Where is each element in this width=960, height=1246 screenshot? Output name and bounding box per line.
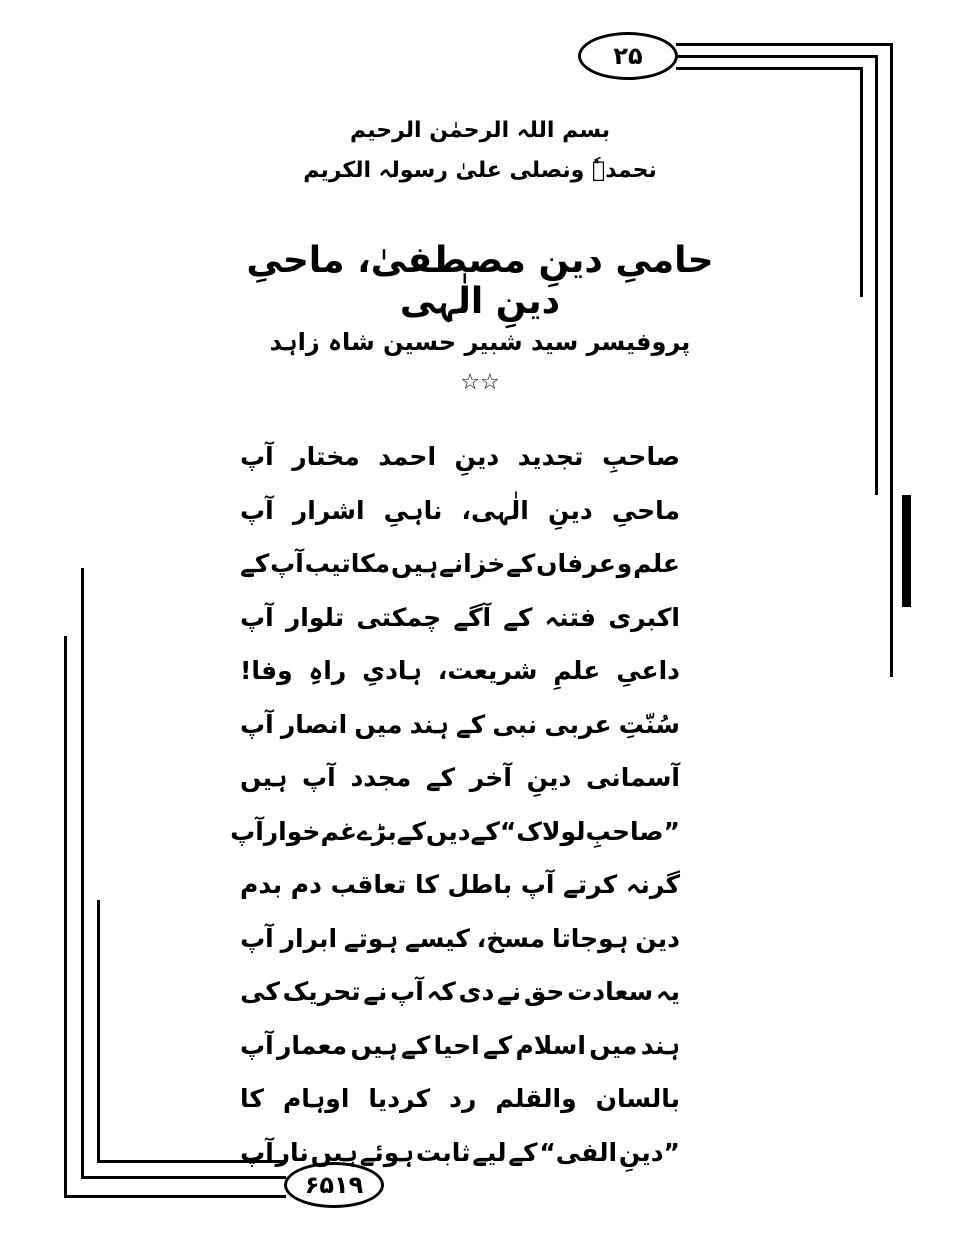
verse-word: ہوتے [343,923,399,953]
verse-word: میں [589,1030,638,1060]
verse-word: انصار [280,709,348,739]
verse-word: اسلام [515,1030,586,1060]
verse-word: وفا! [240,656,293,686]
verse-word: ”صاحبِ [585,816,680,846]
verse-word: تحریک [282,977,361,1007]
verse-word: ہادیِ [362,656,422,686]
frame-left-line-inner [97,900,100,1162]
verse-word: اوہام [282,1084,350,1114]
verse-line [240,1126,680,1180]
verse-word: بالسان [595,1084,680,1114]
verse-word: کے [396,816,426,846]
verse-word: چمکتی [356,602,442,632]
verse-word: کے [425,763,456,793]
verse-word: نے [497,977,522,1007]
verse-word: ہیں [240,763,288,793]
verse-word: خوار [263,816,321,846]
verse-word: آپ [230,816,264,846]
verse-line [240,912,680,966]
verse-word: داعیِ [616,656,680,686]
verse-word: کے [506,549,536,579]
verse-word: یہ [655,977,680,1007]
verse-line [240,1072,680,1126]
verse-word: ہند [409,709,449,739]
verse-word: عرفاں [536,549,616,579]
verse-word: علمِ [553,656,601,686]
verse-word: دی [458,977,495,1007]
verse-word: کے [483,1030,513,1060]
frame-right-line-inner [860,67,863,297]
verse-word: و [616,549,633,579]
verse-word: ہوجاتا [551,923,629,953]
verse-word: بدم [240,870,283,900]
verse-word: کے [456,709,486,739]
verse-word: مسخ، [476,923,546,953]
verse-word: مختار [292,442,360,472]
verse-word: آپ [240,923,274,953]
verse-word: کے [470,816,500,846]
verse-word: احیا [433,1030,480,1060]
frame-top-line-inner [676,67,862,70]
verse-word: ہیں [310,1137,358,1167]
verse-word: نے [363,977,388,1007]
verse-word: کے [401,1030,431,1060]
verse-word: ثابت [415,1137,471,1167]
verse-word: ”دینِ [618,1137,680,1167]
verse-word: کہ [426,977,456,1007]
verse-line [240,965,680,1019]
verse-word: حق [523,977,565,1007]
verse-word: دین [635,923,680,953]
verse-word: ہیں [350,1030,398,1060]
verse-word: آخر [469,763,512,793]
verse-word: الٰہی، [461,495,529,525]
verse-word: کیسے [405,923,470,953]
verse-word: نبی [492,709,538,739]
verse-word: تعاقب [330,870,407,900]
verse-word: کا [240,1084,264,1114]
verse-word: ہیں [390,549,439,579]
verse-word: دینِ [454,442,500,472]
verse-line [240,484,680,538]
frame-right-line-middle [875,55,878,495]
verse-word: مکاتیب [304,549,391,579]
verse-word: لولاک“ [499,816,586,846]
verse-word: دینِ [526,763,572,793]
verse-word: اکبری [608,602,680,632]
verse-word: راہِ [308,656,347,686]
verse-word: ہند [640,1030,680,1060]
verse-word: فتنہ [544,602,597,632]
frame-top-line-middle [676,55,876,58]
verse-word: دم [290,870,322,900]
verse-word: تلوار [285,602,345,632]
verse-word: کردیا [368,1084,431,1114]
verse-word: احمد [378,442,437,472]
verse-word: آپ [270,549,304,579]
verse-word: آپ [240,442,274,472]
verse-word: کرتے [563,870,618,900]
verse-word: آسمانی [586,763,680,793]
verse-word: میں [354,709,403,739]
verse-word: سُنّتِ [618,709,680,739]
verse-word: ماحیِ [611,495,680,525]
verse-word: کے [503,602,533,632]
verse-word: آپ [240,709,274,739]
verse-line [240,858,680,912]
verse-word: آپ [240,602,274,632]
verse-word: کے [240,549,270,579]
verse-word: نار [275,1137,309,1167]
verse-word: آپ [240,1030,274,1060]
page-title: حامیِ دینِ مصطفیٰ، ماحیِ دینِ الٰہی [246,240,714,322]
page-number: ۲۵ [613,42,643,70]
verse-word: باطل [447,870,513,900]
verse-line [230,805,680,859]
frame-left-line-outer [64,636,67,1197]
verse-line [240,1019,680,1073]
verse-word: آپ [520,870,555,900]
verse-word: سعادت [567,977,654,1007]
frame-top-line-outer [676,43,892,46]
frame-right-thick-bar [902,495,911,607]
frame-right-line-outer [890,43,893,677]
verse-word: کا [414,870,439,900]
verse-word: ہوئے [359,1137,415,1167]
verse-word: آپ [390,977,424,1007]
frame-left-line-middle [81,568,84,1178]
verse-word: کی [240,977,280,1007]
verse-line [240,591,680,645]
verse-line [240,751,680,805]
footer-number: ۶۵۱۹ [304,1171,364,1199]
verse-word: والقلم [495,1084,577,1114]
verse-word: خزانے [439,549,506,579]
author-name: پروفیسر سید شبیر حسین شاہ زاہد [269,328,691,356]
verse-line [240,430,680,484]
verse-word: لیے [472,1137,507,1167]
poem-body [230,430,680,1179]
verse-word: علم [633,549,680,579]
verse-line [240,698,680,752]
verse-word: آگے [453,602,492,632]
verse-word: ناہیِ [383,495,443,525]
verse-word: مجدد [350,763,412,793]
verse-word: آپ [240,495,274,525]
verse-word: غم [320,816,358,846]
verse-word: اشرار [292,495,365,525]
verse-word: دیں [425,816,471,846]
ornament-stars: ☆☆ [460,370,500,395]
verse-word: بڑے [357,816,397,846]
verse-word: صاحبِ [601,442,680,472]
verse-word: تجدید [517,442,584,472]
verse-line [240,644,680,698]
verse-word: الفی“ [539,1137,618,1167]
verse-word: ابرار [280,923,338,953]
verse-word: دینِ [547,495,593,525]
page-number-badge [578,32,678,80]
verse-word: کے [508,1137,538,1167]
verse-word: عربی [544,709,612,739]
verse-word: گرنہ [625,870,680,900]
verse-line [240,537,680,591]
verse-word: آپ [240,1137,274,1167]
verse-word: معمار [277,1030,348,1060]
verse-word: آپ [302,763,336,793]
verse-word: رد [449,1084,477,1114]
salutation: نحمدہٗ ونصلی علیٰ رسولہ الکریم [303,158,657,183]
bismillah: بسم اللہ الرحمٰن الرحیم [349,118,610,143]
frame-bottom-line-outer [64,1195,286,1198]
verse-word: شریعت، [437,656,538,686]
